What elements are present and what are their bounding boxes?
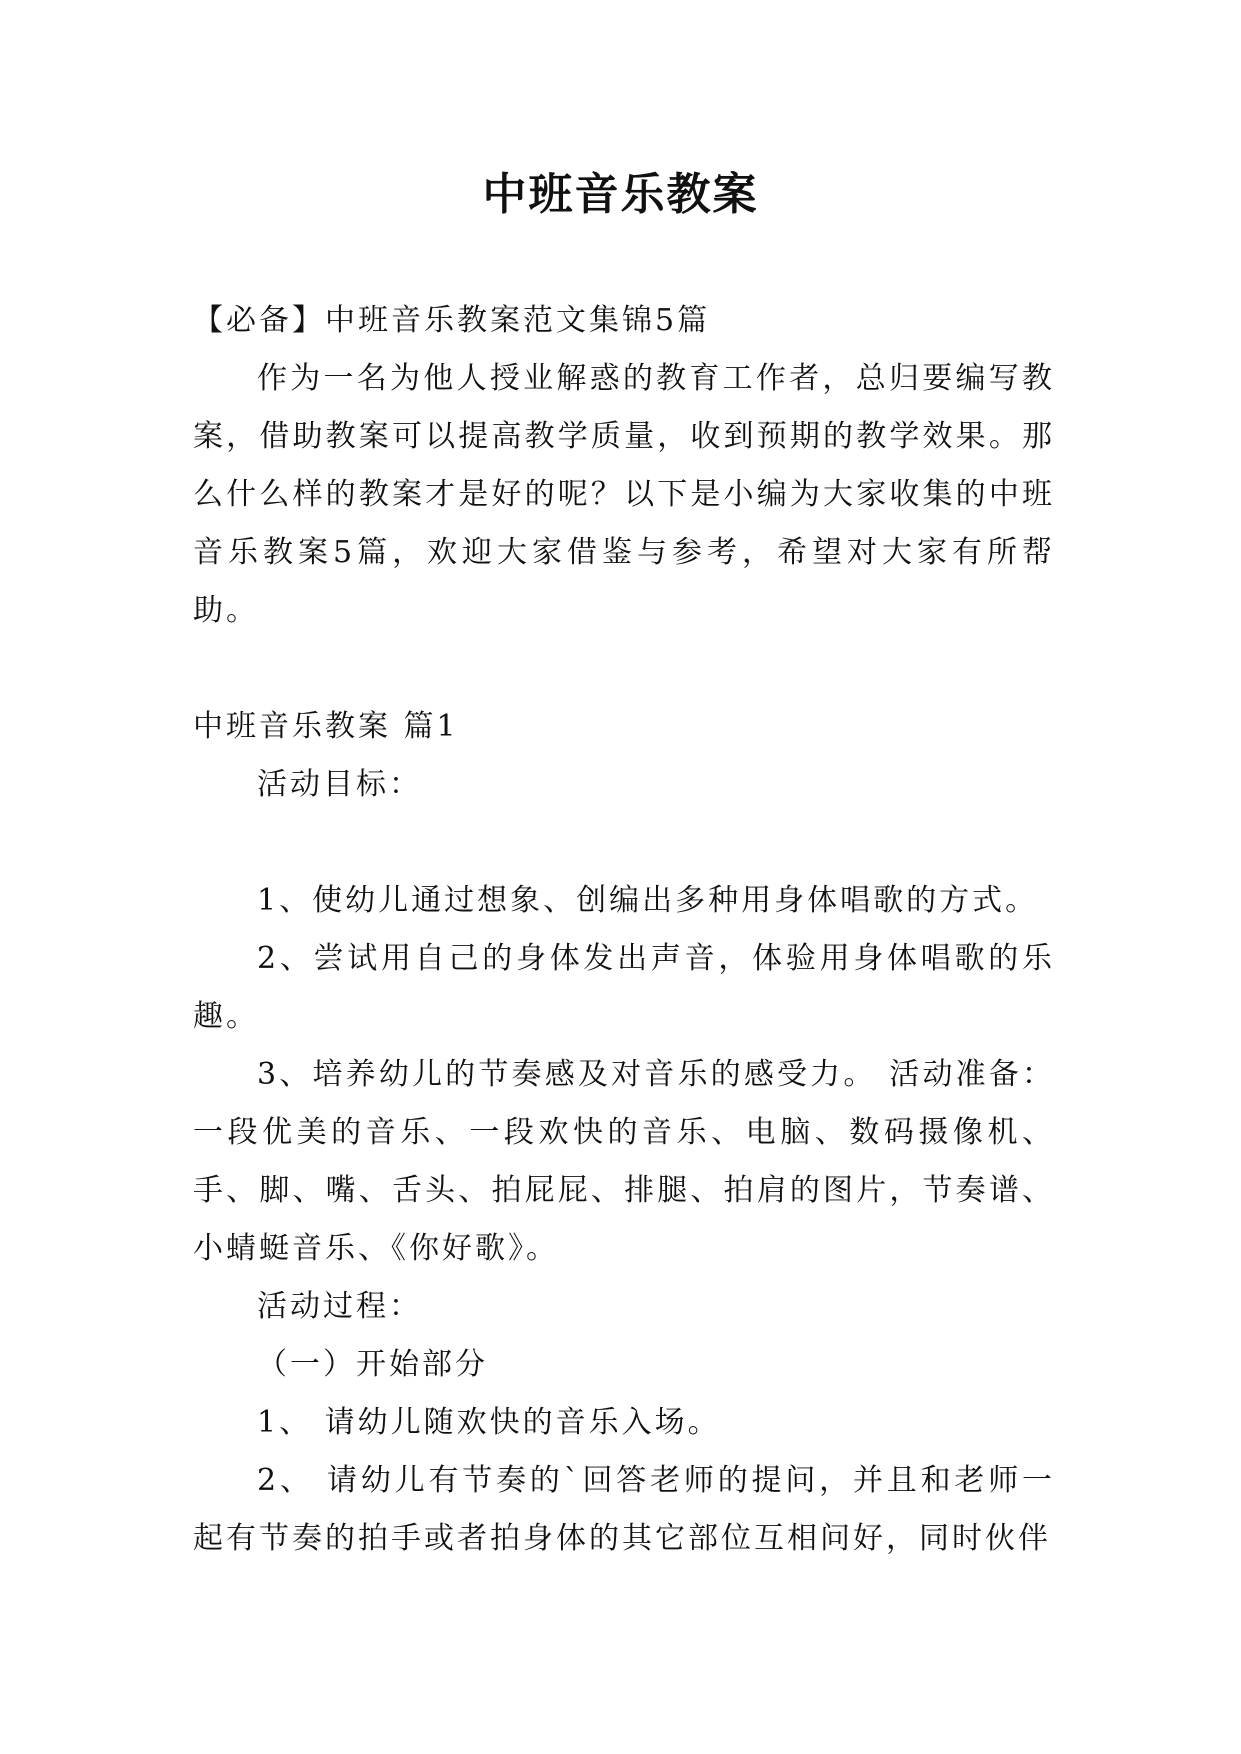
section-heading: 中班音乐教案 篇1 (193, 709, 459, 744)
document-title: 中班音乐教案 (482, 169, 759, 220)
goal-item: 1、使幼儿通过想象、创编出多种用身体唱歌的方式。 (257, 883, 1039, 918)
spacer (193, 814, 1055, 872)
subtitle-line: 【必备】中班音乐教案范文集锦5篇 (193, 303, 711, 338)
goal-item: 2、尝试用自己的身体发出声音，体验用身体唱歌的乐趣。 (193, 941, 1055, 1034)
intro-paragraph: 作为一名为他人授业解惑的教育工作者，总归要编写教案，借助教案可以提高教学质量，收到预期的教学效果。那么什么样的教案才是好的呢？以下是小编为大家收集的中班音乐教案5篇，欢迎大家借鉴与参考，希望对大家有所帮助。 (193, 361, 1055, 628)
document-body (193, 292, 1055, 1568)
part-label: （一）开始部分 (257, 1347, 488, 1382)
goals-label: 活动目标： (257, 767, 422, 802)
step-item: 2、 请幼儿有节奏的`回答老师的提问，并且和老师一起有节奏的拍手或者拍身体的其它部位互相问好，同时伙伴 (193, 1463, 1055, 1556)
step-item: 1、 请幼儿随欢快的音乐入场。 (257, 1405, 721, 1440)
goal-item: 3、培养幼儿的节奏感及对音乐的感受力。 活动准备：一段优美的音乐、一段欢快的音乐、电脑、数码摄像机、手、脚、嘴、舌头、拍屁屁、排腿、拍肩的图片，节奏谱、小蜻蜓音乐、《你好歌》。 (193, 1057, 1055, 1266)
process-label: 活动过程： (257, 1289, 422, 1324)
spacer (193, 640, 1055, 698)
